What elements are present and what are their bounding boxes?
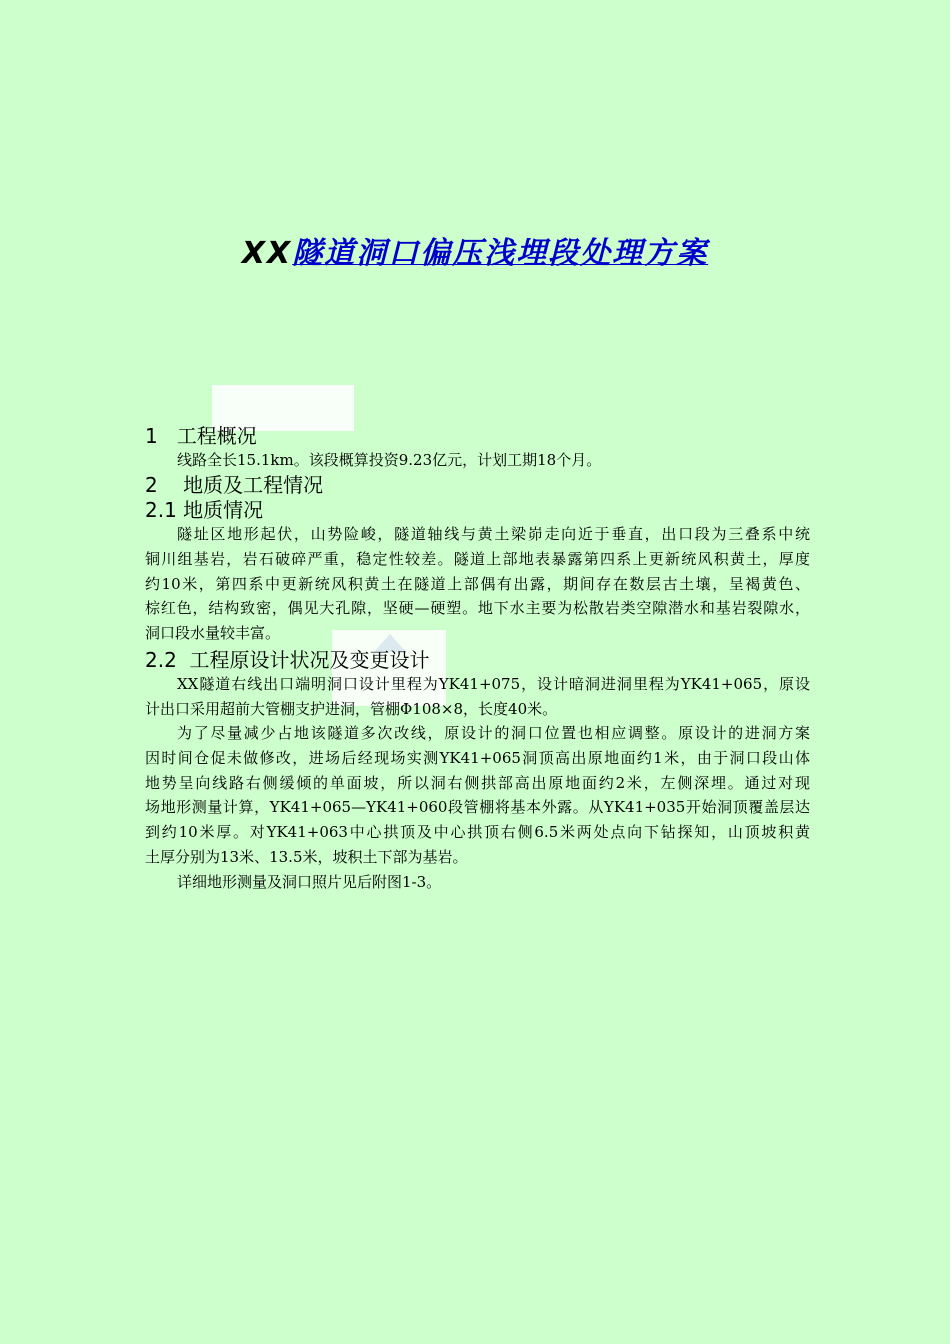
paragraph-appendix [145,870,810,895]
section-1-title: 工程概况 [176,424,257,448]
paragraph-line: 因时间仓促未做修改，进场后经现场实测YK41+065洞顶高出原地面约1米，由于洞口段山体 [145,748,810,767]
section-2-2-title: 工程原设计状况及变更设计 [189,648,430,672]
section-2-title: 地质及工程情况 [183,473,324,497]
paragraph-line: 线路全长15.1km。该段概算投资9.23亿元，计划工期18个月。 [177,451,602,469]
paragraph-geology [145,522,810,646]
section-1-heading [145,423,257,449]
title-main: 隧道洞口偏压浅埋段处理方案 [292,236,709,271]
section-2-2-heading [145,647,430,673]
paragraph-line: 棕红色，结构致密，偶见大孔隙，坚硬—硬塑。地下水主要为松散岩类空隙潜水和基岩裂隙水， [145,599,810,618]
section-2-number: 2 [145,473,158,497]
paragraph-line: 场地形测量计算，YK41+065—YK41+060段管棚将基本外露。从YK41+035开始洞顶覆盖层达 [145,798,810,817]
section-2-1-title: 地质情况 [183,498,264,522]
paragraph-line: 计出口采用超前大管棚支护进洞，管棚Φ108×8，长度40米。 [145,699,558,718]
paragraph-line: 铜川组基岩，岩石破碎严重，稳定性较差。隧道上部地表暴露第四系上更新统风积黄土，厚度 [145,549,810,568]
paragraph-line: 详细地形测量及洞口照片见后附图1-3。 [177,873,442,891]
section-2-1-heading [145,497,263,523]
section-2-heading [145,472,323,498]
section-2-1-number: 2.1 [145,498,177,522]
paragraph-line: 隧址区地形起伏，山势险峻，隧道轴线与黄土梁峁走向近于垂直，出口段为三叠系中统 [177,525,810,543]
paragraph-line: 土厚分别为13米、13.5米，坡积土下部为基岩。 [145,847,468,866]
paragraph-line: 地势呈向线路右侧缓倾的单面坡，所以洞右侧拱部高出原地面约2米，左侧深埋。通过对现 [145,773,810,792]
paragraph-line: 约10米，第四系中更新统风积黄土在隧道上部偶有出露，期间存在数层古土壤，呈褐黄色、 [145,574,810,593]
section-2-2-number: 2.2 [145,648,177,672]
paragraph-line: 洞口段水量较丰富。 [145,624,281,643]
paragraph-change [145,721,810,870]
title-prefix: XX [241,236,293,271]
document-title [0,228,950,272]
paragraph-overview [145,448,810,473]
section-1-number: 1 [145,424,158,448]
paragraph-design [145,672,810,722]
paragraph-line: 为了尽量减少占地该隧道多次改线，原设计的洞口位置也相应调整。原设计的进洞方案 [177,724,810,742]
paragraph-line: XX隧道右线出口端明洞口设计里程为YK41+075，设计暗洞进洞里程为YK41+065，原设 [177,675,810,693]
paragraph-line: 到约10米厚。对YK41+063中心拱顶及中心拱顶右侧6.5米两处点向下钻探知，山顶坡积黄 [145,823,810,842]
